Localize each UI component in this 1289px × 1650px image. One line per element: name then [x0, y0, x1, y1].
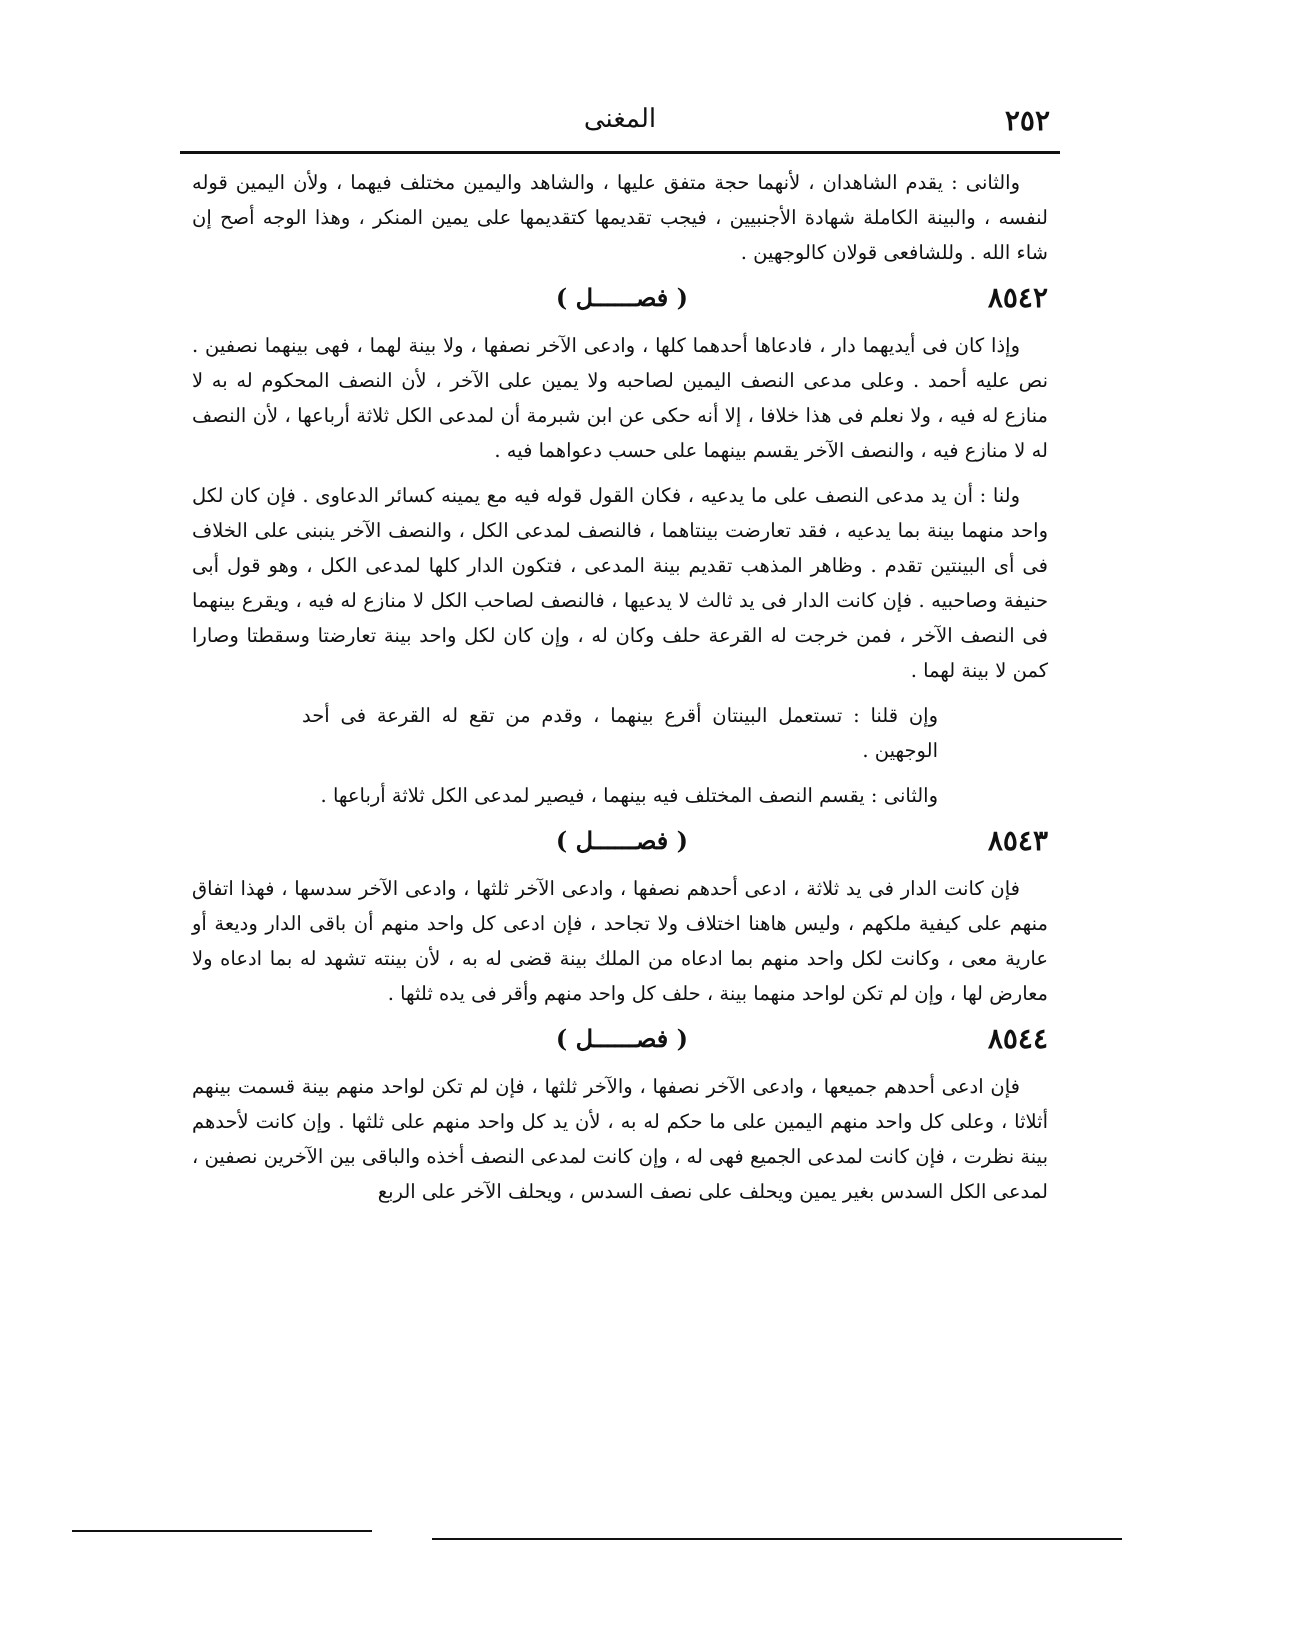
- footnote-rule-left: [72, 1530, 372, 1532]
- paragraph: وإذا كان فى أيديهما دار ، فادعاها أحدهما كلها ، وادعى الآخر نصفها ، ولا بينة لهما ، فهى بينهما نصفين . نص عليه أحمد . وعلى مدعى النصف اليمين لصاحبه ولا يمين على الآخر ، لأن النصف المحكوم له به لا منازع له فيه ، ولا نعلم فى هذا خلافا ، إلا أنه حكى عن ابن شبرمة أن لمدعى الكل ثلاثة أرباعها ، لأن النصف له لا منازع فيه ، والنصف الآخر يقسم بينهما على حسب دعواهما فيه .: [192, 334, 1048, 462]
- page-body: [192, 165, 1048, 1219]
- header-rule: [180, 151, 1060, 154]
- paragraph: ولنا : أن يد مدعى النصف على ما يدعيه ، فكان القول قوله فيه مع يمينه كسائر الدعاوى . فإن كان لكل واحد منهما بينة بما يدعيه ، فقد تعارضت بينتاهما ، فالنصف لمدعى الكل ، والنصف الآخر ينبنى على الخلاف فى أى البينتين تقدم . وظاهر المذهب تقديم بينة المدعى ، فتكون الدار كلها لمدعى الكل ، وهو قول أبى حنيفة وصاحبيه . فإن كانت الدار فى يد ثالث لا يدعيها ، فالنصف لصاحب الكل لا منازع له فيه ، ويقرع بينهما فى النصف الآخر ، فمن خرجت له القرعة حلف وكان له ، وإن كان لكل واحد بينة تعارضتا وسقطتا وصارا كمن لا بينة لهما .: [192, 484, 1048, 682]
- section-heading: [192, 823, 1048, 863]
- page-header: [180, 104, 1060, 144]
- page-number: ٢٥٢: [1004, 104, 1050, 137]
- paragraph: والثانى : يقدم الشاهدان ، لأنهما حجة متفق عليها ، والشاهد واليمين مختلف فيهما ، ولأن اليمين قوله لنفسه ، والبينة الكاملة شهادة الأجنبيين ، فيجب تقديمها كتقديمها على يمين المنكر ، وهذا الوجه أصح إن شاء الله . وللشافعى قولان كالوجهين .: [192, 171, 1048, 264]
- footnote-rule-right: [432, 1538, 1122, 1540]
- paragraph: وإن قلنا : تستعمل البينتان أقرع بينهما ، وقدم من تقع له القرعة فى أحد الوجهين .: [302, 704, 938, 762]
- paragraph: فإن ادعى أحدهم جميعها ، وادعى الآخر نصفها ، والآخر ثلثها ، فإن لم تكن لواحد منهم بينة قسمت بينهم أثلاثا ، وعلى كل واحد منهم اليمين على ما حكم له به ، لأن يد كل واحد منهم على ثلثها . وإن كانت لأحدهم بينة نظرت ، فإن كانت لمدعى الجميع فهى له ، وإن كانت لمدعى النصف أخذه والباقى بين الآخرين نصفين ، لمدعى الكل السدس بغير يمين ويحلف على نصف السدس ، ويحلف الآخر على الربع: [192, 1075, 1048, 1203]
- section-heading: [192, 280, 1048, 320]
- section-number: ٨٥٤٤: [987, 1022, 1048, 1055]
- section-number: ٨٥٤٣: [987, 824, 1048, 857]
- section-number: ٨٥٤٢: [987, 281, 1048, 314]
- section-title: ( فصــــــل ): [555, 826, 688, 855]
- section-title: ( فصــــــل ): [555, 283, 688, 312]
- section-title: ( فصــــــل ): [555, 1024, 688, 1053]
- paragraph: فإن كانت الدار فى يد ثلاثة ، ادعى أحدهم نصفها ، وادعى الآخر ثلثها ، وادعى الآخر سدسها ، فهذا اتفاق منهم على كيفية ملكهم ، وليس هاهنا اختلاف ولا تجاحد ، فإن ادعى كل واحد منهم أن باقى الدار وديعة أو عارية معى ، وكانت لكل واحد منهم بما ادعاه من الملك بينة قضى له به ، لأن بينته تشهد له بما ادعاه ولا معارض لها ، وإن لم تكن لواحد منهما بينة ، حلف كل واحد منهم وأقر فى يده ثلثها .: [192, 877, 1048, 1005]
- running-title: المغنى: [583, 104, 657, 134]
- section-heading: [192, 1021, 1048, 1061]
- paragraph: والثانى : يقسم النصف المختلف فيه بينهما ، فيصير لمدعى الكل ثلاثة أرباعها .: [320, 784, 938, 807]
